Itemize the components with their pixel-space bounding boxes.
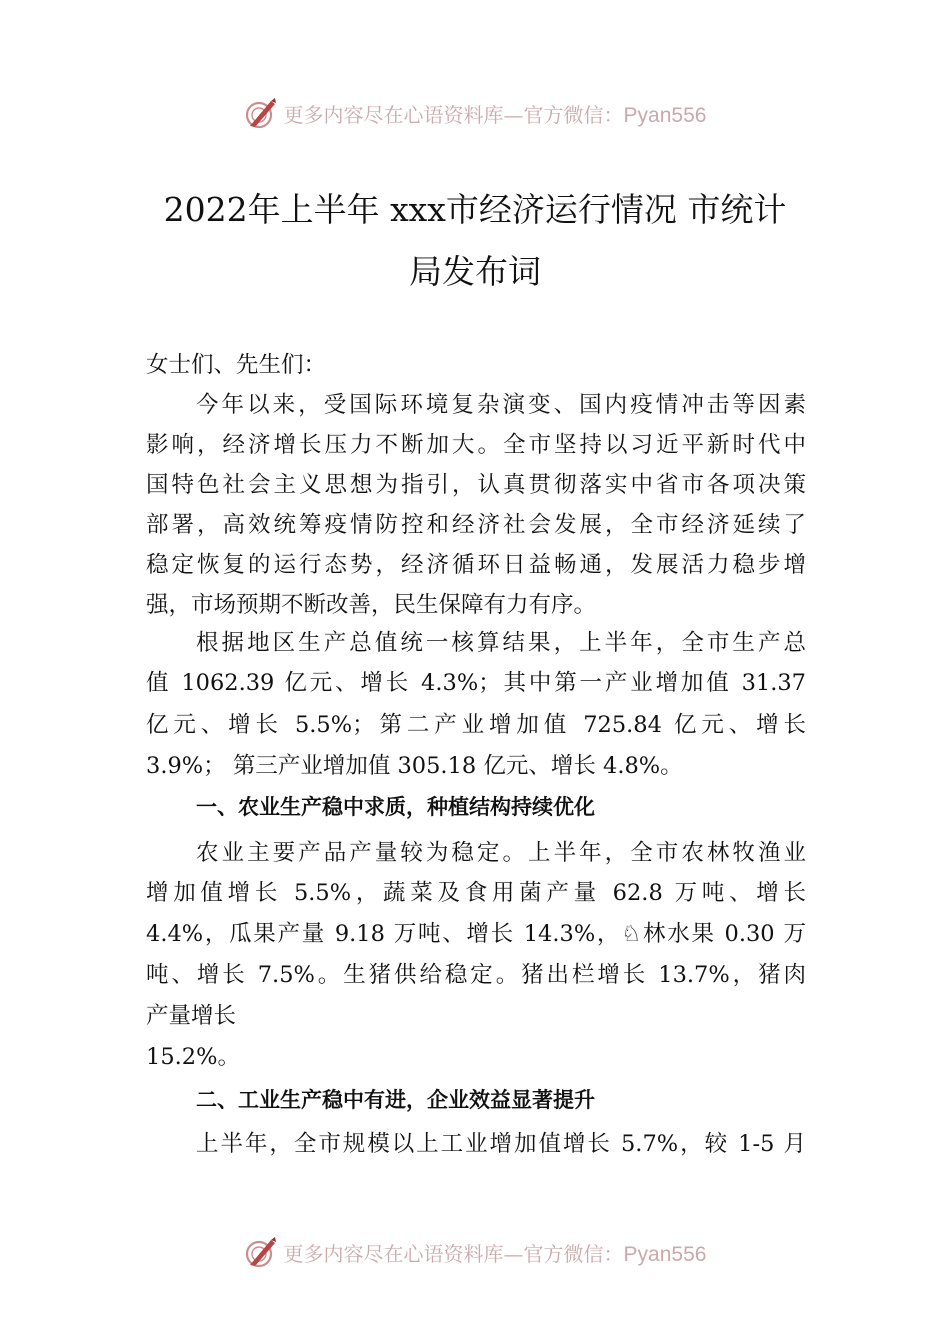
paragraph-line: 根据地区生产总值统一核算结果，上半年，全市生产总 [196, 630, 806, 656]
header-watermark [0, 93, 950, 133]
footer-watermark [0, 1232, 950, 1272]
section-heading-1: 一、农业生产稳中求质，种植结构持续优化 [196, 795, 595, 819]
paragraph-line: 产量增长 [146, 1003, 237, 1029]
paragraph-line: 增加值增长 5.5%，蔬菜及食用菌产量 62.8 万吨、增长 [146, 880, 806, 906]
paragraph-line: 吨、增长 7.5%。生猪供给稳定。猪出栏增长 13.7%，猪肉 [146, 962, 806, 988]
paragraph-line: 今年以来，受国际环境复杂演变、国内疫情冲击等因素 [196, 392, 806, 418]
greeting: 女士们、先生们： [146, 352, 327, 378]
section-heading-2: 二、工业生产稳中有进，企业效益显著提升 [196, 1088, 595, 1112]
watermark-text: 更多内容尽在心语资料库—官方微信：Pyan556 [283, 1241, 707, 1266]
watermark-text: 更多内容尽在心语资料库—官方微信：Pyan556 [283, 102, 707, 127]
document-title-line-2: 局发布词 [409, 252, 541, 291]
paragraph-line: 影响，经济增长压力不断加大。全市坚持以习近平新时代中 [146, 432, 806, 458]
paragraph-line: 上半年，全市规模以上工业增加值增长 5.7%，较 1-5 月 [196, 1131, 806, 1157]
paragraph-line: 国特色社会主义思想为指引，认真贯彻落实中省市各项决策 [146, 472, 806, 498]
paragraph-line: 部署，高效统筹疫情防控和经济社会发展，全市经济延续了 [146, 512, 806, 538]
paragraph-line: 4.4%，瓜果产量 9.18 万吨、增长 14.3%，♘林水果 0.30 万 [146, 921, 806, 947]
quill-logo-icon [244, 96, 278, 130]
quill-logo-icon [244, 1235, 278, 1269]
document-title-line-1: 2022年上半年 xxx市经济运行情况 市统计 [163, 190, 787, 229]
paragraph-line: 农业主要产品产量较为稳定。上半年，全市农林牧渔业 [196, 840, 806, 866]
paragraph-line: 强，市场预期不断改善，民生保障有力有序。 [146, 592, 597, 618]
paragraph-line: 3.9%； 第三产业增加值 305.18 亿元、增长 4.8%。 [146, 753, 683, 779]
paragraph-line: 稳定恢复的运行态势，经济循环日益畅通，发展活力稳步增 [146, 552, 806, 578]
paragraph-line: 亿元、增长 5.5%；第二产业增加值 725.84 亿元、增长 [146, 712, 806, 738]
paragraph-line: 值 1062.39 亿元、增长 4.3%；其中第一产业增加值 31.37 [146, 670, 806, 696]
paragraph-line: 15.2%。 [146, 1044, 240, 1070]
